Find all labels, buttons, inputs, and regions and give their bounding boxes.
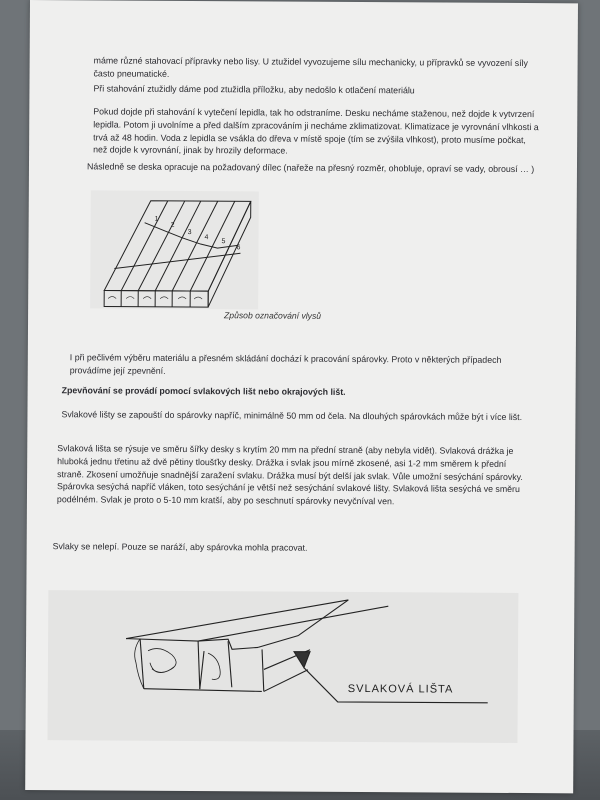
paragraph-2: Při stahování ztužidly dáme pod ztužidla příložku, aby nedošlo k otlačení materiálu xyxy=(93,83,415,96)
paragraph-1: máme různé stahovací přípravky nebo lisy. U ztužidel vyvozujeme sílu mechanicky, u přípravků se vyvození síly často pneumatické. xyxy=(93,55,528,79)
batten-drawing xyxy=(47,590,518,743)
panel-number-1: 1 xyxy=(154,215,159,223)
panel-number-5: 5 xyxy=(221,238,226,246)
paragraph-heading: Zpevňování se provádí pomocí svlakových lišt nebo okrajových lišt. xyxy=(61,385,346,397)
panel-number-6: 6 xyxy=(236,244,241,252)
paragraph-6: Svlakové lišty se zapouští do spárovky napříč, minimálně 50 mm od čela. Na dlouhých spárovkách může být i více lišt. xyxy=(61,409,523,423)
panel-marking-drawing xyxy=(90,190,259,309)
figure-panels-diagram xyxy=(90,190,259,309)
batten-label: SVLAKOVÁ LIŠTA xyxy=(347,682,454,696)
panel-number-2: 2 xyxy=(170,221,175,229)
paragraph-3: Pokud dojde při stahování k vytečení lepidla, tak ho odstraníme. Desku necháme staženou, než dojde k vytvrzení lepidla. Potom ji uvolníme a před dalším zpracováním ji necháme zklimatizovat. Klimatizace je vyrovnání vlhkosti a trvá až 48 hodin. Voda z lepidla se vsákla do dřeva v místě spoje (tím se zvýšila vlhkost), proto musíme počkat, než dojde k vyrovnání, jinak by hrozily deformace. xyxy=(93,106,539,156)
paragraph-4: Následně se deska opracuje na požadovaný dílec (nařeže na přesný rozměr, ohobluje, opraví se vady, obrousí … ) xyxy=(86,161,535,175)
panel-number-3: 3 xyxy=(187,228,192,236)
paper-page xyxy=(25,0,578,793)
figure-caption: Způsob označování vlysů xyxy=(224,310,322,321)
paragraph-7: Svlaková lišta se rýsuje ve směru šířky desky s krytím 20 mm na přední straně (aby nebyla vidět). Svlaková drážka je hluboká jednu třetinu až dvě pětiny tloušťky desky. Drážka i svlak jsou mírně zkosené, asi 1-2 mm směrem k přední straně. Zkosení umožňuje snadnější zaražení svlaku. Drážka musí být delší jak svlak. Vůle umožní sesýchání spárovky. Spárovka sesýchá napříč vláken, toto sesýchání je větší než sesýchání svlakové lišty. Svlaková lišta sesýchá ve směru podélném. Svlak je proto o 5-10 mm kratší, aby po seschnutí spárovky nevyčníval ven. xyxy=(56,443,523,507)
paragraph-5: I při pečlivém výběru materiálu a přesném skládání dochází k pracování spárovky. Proto v některých případech provádíme její zpevnění. xyxy=(69,352,502,376)
figure-batten-diagram xyxy=(47,590,518,743)
panel-number-4: 4 xyxy=(204,234,209,242)
paragraph-8: Svlaky se nelepí. Pouze se naráží, aby spárovka mohla pracovat. xyxy=(52,541,308,553)
